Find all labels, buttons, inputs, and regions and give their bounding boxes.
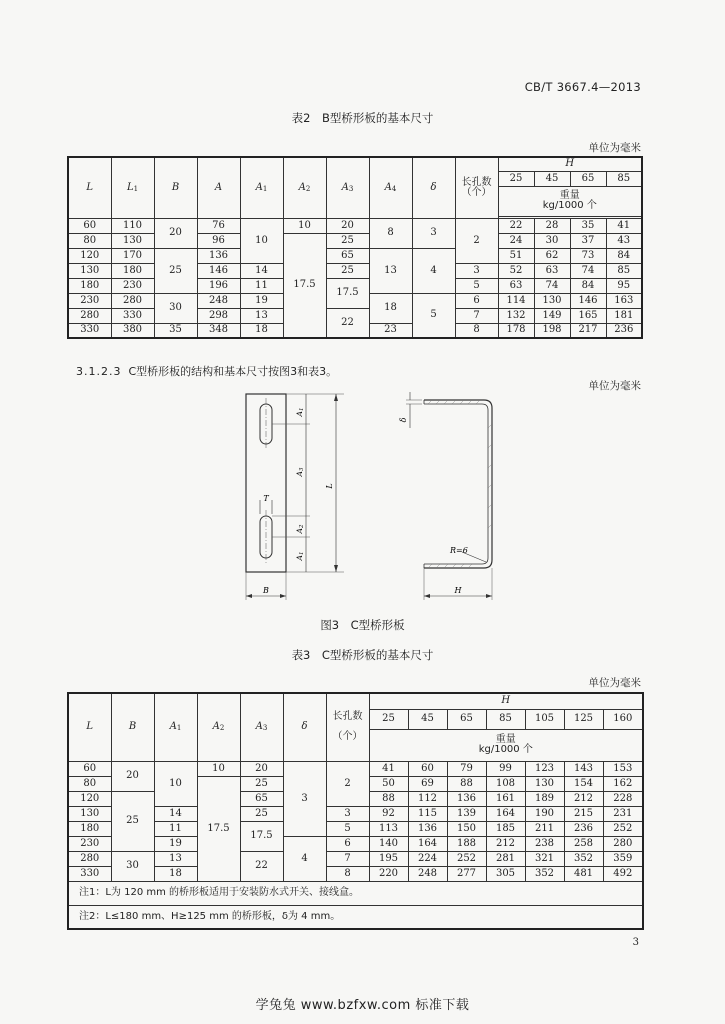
t3-cell: 130	[68, 806, 111, 821]
figure3-caption: 图3 C型桥形板	[320, 618, 405, 632]
t3-cell: 11	[154, 821, 197, 836]
t3-cell: 4	[283, 836, 326, 881]
t3-cell: 211	[525, 821, 564, 836]
t3-cell: 154	[564, 776, 603, 791]
t2-h-A3: A3	[326, 157, 369, 218]
t3-cell: 150	[447, 821, 486, 836]
t2-cell: 18	[240, 323, 283, 338]
t3-cell: 60	[68, 761, 111, 776]
t2-cell: 95	[606, 278, 642, 293]
t3-cell: 41	[369, 761, 408, 776]
t2-cell: 181	[606, 308, 642, 323]
t2-cell: 298	[197, 308, 240, 323]
t2-cell: 10	[240, 218, 283, 263]
t3-cell: 79	[447, 761, 486, 776]
table3-note-1: 注1：L为 120 mm 的桥形板适用于安装防水式开关、接线盒。	[68, 881, 643, 905]
t2-h-delta: δ	[412, 157, 455, 218]
t3-cell: 115	[408, 806, 447, 821]
t2-cell: 17.5	[326, 278, 369, 308]
t3-cell: 3	[326, 806, 369, 821]
t2-cell: 85	[606, 263, 642, 278]
page-number: 3	[632, 937, 639, 948]
t3-cell: 481	[564, 866, 603, 881]
t3-cell: 164	[408, 836, 447, 851]
t2-h-h85: 85	[606, 171, 642, 186]
label-T: T	[263, 494, 269, 503]
t3-cell: 13	[154, 851, 197, 866]
t2-cell: 217	[570, 323, 606, 338]
t3-h-holes: 长孔数 （个）	[326, 693, 369, 761]
t3-cell: 189	[525, 791, 564, 806]
t2-cell: 230	[111, 278, 154, 293]
t2-cell: 18	[369, 293, 412, 323]
t2-h-A: A	[197, 157, 240, 218]
t3-cell: 277	[447, 866, 486, 881]
figure3-unit: 单位为毫米	[588, 380, 641, 392]
t3-cell: 359	[603, 851, 643, 866]
table2-unit: 单位为毫米	[588, 142, 641, 154]
t3-cell: 14	[154, 806, 197, 821]
t2-cell: 380	[111, 323, 154, 338]
label-delta: δ	[399, 417, 408, 423]
t2-cell: 149	[534, 308, 570, 323]
t3-cell: 231	[603, 806, 643, 821]
t2-cell: 74	[534, 278, 570, 293]
t2-cell: 120	[68, 248, 111, 263]
t3-cell: 352	[564, 851, 603, 866]
t2-h-h65: 65	[570, 171, 606, 186]
c-profile-inner	[424, 404, 488, 564]
paragraph-text: C型桥形板的结构和基本尺寸按图3和表3。	[128, 365, 338, 378]
t3-cell: 230	[68, 836, 111, 851]
t2-h-h25: 25	[498, 171, 534, 186]
t3-cell: 330	[68, 866, 111, 881]
t3-cell: 5	[326, 821, 369, 836]
t3-cell: 113	[369, 821, 408, 836]
t2-cell: 30	[154, 293, 197, 323]
t2-cell: 178	[498, 323, 534, 338]
t3-cell: 130	[525, 776, 564, 791]
t3-cell: 190	[525, 806, 564, 821]
t2-cell: 236	[606, 323, 642, 338]
table3-unit: 单位为毫米	[588, 677, 641, 689]
t3-h-h45: 45	[408, 709, 447, 729]
t3-h-A2: A2	[197, 693, 240, 761]
t3-cell: 281	[486, 851, 525, 866]
label-L: L	[325, 483, 334, 489]
t2-cell: 248	[197, 293, 240, 308]
t2-cell: 24	[498, 233, 534, 248]
t2-h-h45: 45	[534, 171, 570, 186]
t3-cell: 88	[447, 776, 486, 791]
t2-cell: 10	[283, 218, 326, 233]
t2-cell: 136	[197, 248, 240, 263]
t2-cell: 65	[326, 248, 369, 263]
t2-cell: 348	[197, 323, 240, 338]
t3-cell: 162	[603, 776, 643, 791]
t3-cell: 188	[447, 836, 486, 851]
t2-cell: 132	[498, 308, 534, 323]
t3-h-h160: 160	[603, 709, 643, 729]
t3-h-h65: 65	[447, 709, 486, 729]
t2-h-A1: A1	[240, 157, 283, 218]
t3-cell: 220	[369, 866, 408, 881]
t2-cell: 170	[111, 248, 154, 263]
t3-cell: 252	[603, 821, 643, 836]
t2-cell: 13	[240, 308, 283, 323]
t2-cell: 35	[154, 323, 197, 338]
t2-cell: 2	[455, 218, 498, 263]
t3-cell: 20	[240, 761, 283, 776]
t2-cell: 84	[606, 248, 642, 263]
t2-cell: 25	[326, 233, 369, 248]
t2-h-L: L	[68, 157, 111, 218]
table3	[67, 692, 644, 930]
t3-cell: 99	[486, 761, 525, 776]
t2-h-weight: 重量 kg/1000 个	[498, 186, 642, 216]
t2-cell: 11	[240, 278, 283, 293]
t2-cell: 20	[154, 218, 197, 248]
t2-cell: 330	[68, 323, 111, 338]
t3-cell: 18	[154, 866, 197, 881]
t2-cell: 28	[534, 218, 570, 233]
t3-cell: 6	[326, 836, 369, 851]
label-A2: A2	[295, 524, 305, 534]
t2-cell: 163	[606, 293, 642, 308]
t2-cell: 130	[111, 233, 154, 248]
t2-cell: 146	[570, 293, 606, 308]
t2-cell: 22	[326, 308, 369, 338]
t3-h-L: L	[68, 693, 111, 761]
t3-cell: 88	[369, 791, 408, 806]
label-A3: A3	[295, 467, 305, 477]
t3-cell: 8	[326, 866, 369, 881]
t2-cell: 74	[570, 263, 606, 278]
t2-cell: 165	[570, 308, 606, 323]
t3-cell: 180	[68, 821, 111, 836]
t3-cell: 140	[369, 836, 408, 851]
t3-cell: 280	[603, 836, 643, 851]
t3-h-h125: 125	[564, 709, 603, 729]
t3-h-H: H	[369, 693, 643, 709]
t2-cell: 198	[534, 323, 570, 338]
t3-cell: 248	[408, 866, 447, 881]
t2-cell: 180	[68, 278, 111, 293]
t3-cell: 280	[68, 851, 111, 866]
t2-cell: 3	[455, 263, 498, 278]
t2-cell: 3	[412, 218, 455, 248]
t3-cell: 17.5	[197, 776, 240, 881]
t3-cell: 321	[525, 851, 564, 866]
t2-cell: 14	[240, 263, 283, 278]
t3-cell: 17.5	[240, 821, 283, 851]
t3-cell: 65	[240, 791, 283, 806]
t2-cell: 19	[240, 293, 283, 308]
t2-cell: 130	[68, 263, 111, 278]
t2-cell: 30	[534, 233, 570, 248]
t3-cell: 236	[564, 821, 603, 836]
t2-cell: 5	[455, 278, 498, 293]
label-B: B	[263, 586, 269, 595]
t2-cell: 330	[111, 308, 154, 323]
t2-cell: 76	[197, 218, 240, 233]
t3-cell: 185	[486, 821, 525, 836]
t2-cell: 22	[498, 218, 534, 233]
t3-cell: 60	[408, 761, 447, 776]
table2	[67, 156, 643, 339]
t3-cell: 120	[68, 791, 111, 806]
t2-cell: 280	[68, 308, 111, 323]
figure3-drawing	[236, 388, 506, 603]
t3-cell: 25	[240, 806, 283, 821]
t3-cell: 492	[603, 866, 643, 881]
t3-cell: 238	[525, 836, 564, 851]
t3-cell: 161	[486, 791, 525, 806]
t3-cell: 25	[240, 776, 283, 791]
hatch	[428, 400, 492, 568]
t3-h-weight: 重量 kg/1000 个	[369, 729, 643, 761]
t2-cell: 5	[412, 293, 455, 338]
t3-cell: 258	[564, 836, 603, 851]
t3-cell: 305	[486, 866, 525, 881]
t3-cell: 3	[283, 761, 326, 836]
label-A1-top: A1	[295, 407, 305, 417]
t2-cell: 52	[498, 263, 534, 278]
t3-h-h25: 25	[369, 709, 408, 729]
t3-h-A1: A1	[154, 693, 197, 761]
label-A1-bottom: A1	[295, 551, 305, 561]
t2-cell: 280	[111, 293, 154, 308]
t2-cell: 130	[534, 293, 570, 308]
table2-caption: 表2 B型桥形板的基本尺寸	[291, 111, 434, 125]
t2-cell: 96	[197, 233, 240, 248]
t3-cell: 164	[486, 806, 525, 821]
t3-cell: 228	[603, 791, 643, 806]
t3-cell: 30	[111, 851, 154, 881]
t2-h-H: H	[498, 157, 642, 171]
t2-h-L1: L1	[111, 157, 154, 218]
t2-cell: 43	[606, 233, 642, 248]
t3-h-h85: 85	[486, 709, 525, 729]
t2-cell: 180	[111, 263, 154, 278]
t3-cell: 252	[447, 851, 486, 866]
t3-h-delta: δ	[283, 693, 326, 761]
t2-cell: 51	[498, 248, 534, 263]
t2-cell: 4	[412, 248, 455, 293]
t2-cell: 20	[326, 218, 369, 233]
t3-cell: 136	[408, 821, 447, 836]
t2-cell: 25	[326, 263, 369, 278]
t2-cell: 41	[606, 218, 642, 233]
t3-cell: 2	[326, 761, 369, 806]
standard-number: CB/T 3667.4—2013	[524, 80, 641, 94]
t2-cell: 63	[498, 278, 534, 293]
t3-cell: 352	[525, 866, 564, 881]
paragraph-number: 3.1.2.3	[76, 365, 122, 378]
t2-cell: 8	[455, 323, 498, 338]
t3-h-B: B	[111, 693, 154, 761]
t2-h-A2: A2	[283, 157, 326, 218]
table3-caption: 表3 C型桥形板的基本尺寸	[291, 648, 434, 662]
t2-h-A4: A4	[369, 157, 412, 218]
t3-cell: 25	[111, 791, 154, 851]
t3-cell: 112	[408, 791, 447, 806]
t2-cell: 80	[68, 233, 111, 248]
t2-cell: 25	[154, 248, 197, 293]
t2-cell: 196	[197, 278, 240, 293]
t2-cell: 7	[455, 308, 498, 323]
t3-h-h105: 105	[525, 709, 564, 729]
t2-cell: 13	[369, 248, 412, 293]
t2-cell: 23	[369, 323, 412, 338]
t2-h-holes: 长孔数 （个）	[455, 157, 498, 218]
t2-cell: 110	[111, 218, 154, 233]
t3-cell: 7	[326, 851, 369, 866]
t2-cell: 146	[197, 263, 240, 278]
t2-cell: 114	[498, 293, 534, 308]
t3-h-A3: A3	[240, 693, 283, 761]
t2-cell: 60	[68, 218, 111, 233]
t3-cell: 212	[486, 836, 525, 851]
t2-cell: 230	[68, 293, 111, 308]
t3-cell: 92	[369, 806, 408, 821]
t3-cell: 19	[154, 836, 197, 851]
t2-cell: 17.5	[283, 233, 326, 338]
t3-cell: 153	[603, 761, 643, 776]
t3-cell: 224	[408, 851, 447, 866]
t3-cell: 123	[525, 761, 564, 776]
t3-cell: 69	[408, 776, 447, 791]
t2-cell: 84	[570, 278, 606, 293]
t3-cell: 22	[240, 851, 283, 881]
t2-cell: 73	[570, 248, 606, 263]
t3-cell: 143	[564, 761, 603, 776]
t3-cell: 136	[447, 791, 486, 806]
label-H: H	[454, 586, 462, 595]
t3-cell: 50	[369, 776, 408, 791]
t3-cell: 215	[564, 806, 603, 821]
t2-cell: 62	[534, 248, 570, 263]
t3-cell: 139	[447, 806, 486, 821]
t2-h-B: B	[154, 157, 197, 218]
t3-cell: 80	[68, 776, 111, 791]
t2-cell: 37	[570, 233, 606, 248]
t2-cell: 63	[534, 263, 570, 278]
t3-cell: 20	[111, 761, 154, 791]
footer-watermark: 学兔兔 www.bzfxw.com 标准下载	[255, 998, 470, 1013]
t3-cell: 10	[197, 761, 240, 776]
t3-cell: 212	[564, 791, 603, 806]
table3-note-2: 注2：L≤180 mm、H≥125 mm 的桥形板，δ为 4 mm。	[68, 905, 643, 929]
t3-cell: 10	[154, 761, 197, 806]
t2-cell: 8	[369, 218, 412, 248]
t2-cell: 35	[570, 218, 606, 233]
c-profile-outer	[424, 400, 492, 568]
t2-cell: 6	[455, 293, 498, 308]
t3-cell: 195	[369, 851, 408, 866]
t3-cell: 108	[486, 776, 525, 791]
label-R: R=6	[450, 546, 468, 555]
paragraph-3-1-2-3	[76, 363, 337, 379]
